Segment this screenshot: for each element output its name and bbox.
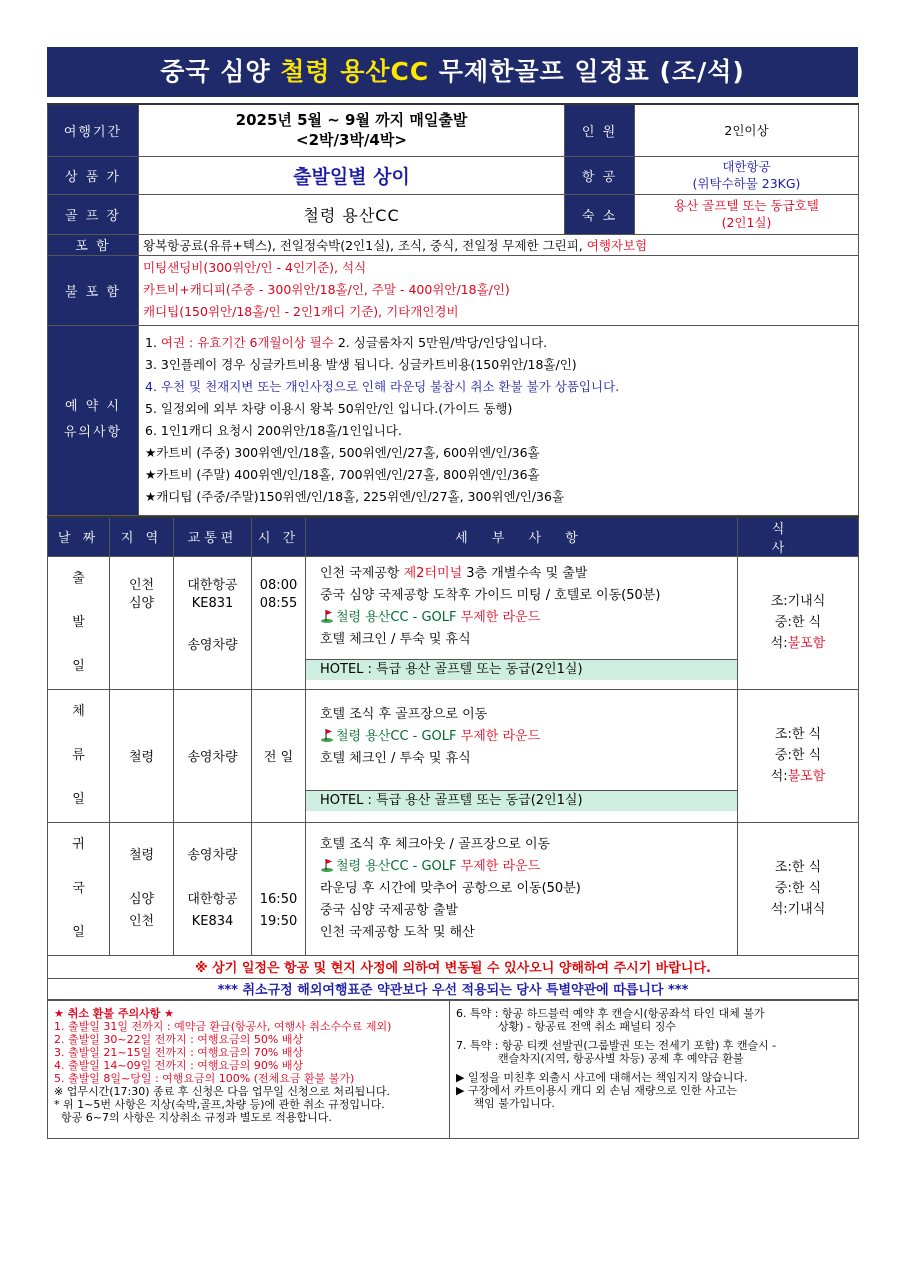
note-line: 4. 우천 및 천재지변 또는 개인사정으로 인해 라운딩 불참시 취소 환불 불가 상품입니다. (145, 379, 620, 394)
golf-text: 철령 용산CC - GOLF (336, 858, 461, 874)
golf-flag-icon (320, 609, 334, 623)
meal-text: 조:한 식 (774, 860, 822, 875)
day3-char: 국 (72, 880, 85, 896)
special-term: 7. 특약 : 항공 티켓 선발권(그룹발권 또는 전세기 포함) 후 캔슬시 - (456, 1038, 777, 1052)
unlimited-round-text: 무제한 라운드 (460, 728, 541, 744)
detail-line: 호텔 조식 후 골프장으로 이동 (320, 706, 488, 722)
include-text: 왕복항공료(유류+텍스), 전일정숙박(2인1실), 조식, 중식, 전일정 무제한 그린피, (143, 237, 587, 253)
meal-text: 중:한 식 (774, 748, 822, 763)
unlimited-round-text: 무제한 라운드 (460, 858, 541, 874)
meal-excluded: 불포함 (787, 636, 826, 651)
cancellation-table (47, 1000, 859, 1139)
info-table (47, 103, 859, 516)
hotel-bar: HOTEL : 특급 용산 골프텔 또는 동급(2인1실) (306, 659, 737, 680)
cancellation-heading: ★ 취소 환불 주의사항 ★ (54, 1006, 175, 1020)
day3-label (48, 822, 110, 955)
header-detail: 세 부 사 항 (306, 517, 738, 557)
day3-meals (738, 822, 859, 955)
special-term: ▶ 일정을 미친후 외출시 사고에 대해서는 책임지지 않습니다. (456, 1070, 748, 1084)
day3-region (110, 822, 174, 955)
special-term: 6. 특약 : 항공 하드블럭 예약 후 캔슬시(항공좌석 타인 대체 불가 (456, 1006, 765, 1020)
people-value: 2인이상 (635, 104, 859, 156)
day1-char: 발 (72, 614, 85, 630)
transport-text: 송영차량 (187, 637, 238, 653)
note1-passport: 여권 : 유효기간 6개월이상 필수 (160, 335, 334, 350)
unlimited-round-text: 무제한 라운드 (460, 609, 541, 625)
time-text: 08:00 (259, 577, 298, 593)
day1-char: 일 (72, 658, 85, 674)
page-title (47, 47, 858, 97)
meal-text: 중:한 식 (774, 615, 822, 630)
itinerary-page (47, 47, 858, 1139)
header-meal: 식 사 (738, 517, 859, 557)
include-value (139, 234, 859, 255)
transport-text: KE834 (191, 913, 234, 929)
cancellation-item: 4. 출발일 14~09일 전까지 : 여행요금의 90% 배상 (54, 1058, 304, 1072)
golf-line (320, 607, 737, 629)
price-label: 상 품 가 (48, 156, 139, 194)
day2-transport: 송영차량 (174, 689, 252, 822)
special-term: 책임 불가입니다. (456, 1096, 555, 1110)
cancellation-extra: * 위 1~5번 사항은 지상(숙박,골프,차량 등)에 관한 취소 규정입니다. (54, 1097, 385, 1111)
notes-label-line1: 예 약 시 (65, 399, 121, 414)
cancellation-item: 5. 출발일 8일~당일 : 여행요금의 100% (전체요금 환불 불가) (54, 1071, 355, 1085)
note-line: 6. 1인1캐디 요청시 200위안/18홀/1인입니다. (145, 423, 402, 438)
include-label: 포 함 (48, 234, 139, 255)
day2-meals (738, 689, 859, 822)
airline-line2: (위탁수하물 23KG) (692, 176, 801, 191)
travel-period-line2: <2박/3박/4박> (296, 131, 407, 150)
detail-line (320, 563, 737, 585)
transport-text: KE831 (191, 595, 234, 611)
cancellation-right (450, 1000, 859, 1138)
meal-text: 조:한 식 (774, 727, 822, 742)
day2-region: 철령 (110, 689, 174, 822)
day1-meals (738, 556, 859, 689)
day2-detail (306, 689, 738, 822)
cancellation-item: 1. 출발일 31일 전까지 : 예약금 환급(항공사, 여행사 취소수수료 제외) (54, 1019, 392, 1033)
day1-label (48, 556, 110, 689)
travel-period-line1: 2025년 5월 ~ 9월 까지 매일출발 (235, 111, 468, 130)
people-label: 인 원 (565, 104, 635, 156)
airline-line1: 대한항공 (722, 159, 771, 174)
hotel-value (635, 194, 859, 234)
hotel-line2: (2인1실) (721, 215, 772, 230)
detail-line: 라운딩 후 시간에 맞추어 공항으로 이동(50분) (320, 880, 581, 896)
time-text: 19:50 (259, 913, 298, 929)
title-post: 무제한골프 일정표 (조/석) (429, 57, 745, 86)
golf-line (320, 726, 737, 748)
meal-prefix: 석: (770, 769, 788, 784)
title-highlight: 철령 용산CC (280, 57, 430, 86)
schedule-notice: ※ 상기 일정은 항공 및 현지 사정에 의하여 변동될 수 있사오니 양해하여 주시기 바랍니다. (48, 955, 859, 978)
special-term: 상황) - 항공료 전액 취소 패널티 징수 (456, 1019, 676, 1033)
exclude-line: 카트비+캐디피(주중 - 300위안/18홀/인, 주말 - 400위안/18홀/인) (143, 282, 510, 297)
note-line: 3. 3인플레이 경우 싱글카트비용 발생 됩니다. 싱글카트비용(150위안/18홀/인) (145, 357, 577, 372)
day1-time (252, 556, 306, 689)
exclude-label: 불 포 함 (48, 255, 139, 325)
cancellation-policy-notice: *** 취소규정 해외여행표준 약관보다 우선 적용되는 당사 특별약관에 따릅니다 *** (48, 978, 859, 999)
hotel-line1: 용산 골프텔 또는 동급호텔 (674, 198, 819, 213)
cancellation-left (48, 1000, 450, 1138)
notes-label-line2: 유의사항 (63, 425, 123, 440)
meal-excluded: 불포함 (787, 769, 826, 784)
day1-region (110, 556, 174, 689)
transport-text: 대한항공 (187, 577, 238, 593)
meal-prefix: 석: (770, 636, 788, 651)
region-text: 심양 (128, 595, 155, 611)
hotel-bar: HOTEL : 특급 용산 골프텔 또는 동급(2인1실) (306, 790, 737, 811)
meal-text: 석:기내식 (770, 902, 826, 917)
hotel-label: 숙 소 (565, 194, 635, 234)
notes-label (48, 325, 139, 515)
travel-period-label: 여행기간 (48, 104, 139, 156)
region-text: 심양 (128, 891, 155, 907)
time-text: 08:55 (259, 595, 298, 611)
day2-label (48, 689, 110, 822)
day3-transport (174, 822, 252, 955)
golf-flag-icon (320, 858, 334, 872)
day2-row (48, 689, 859, 822)
detail-line: 중국 심양 국제공항 도착후 가이드 미팅 / 호텔로 이동(50분) (320, 587, 661, 603)
day3-char: 귀 (72, 836, 85, 852)
detail-line: 호텔 체크인 / 투숙 및 휴식 (320, 750, 471, 766)
header-region: 지 역 (110, 517, 174, 557)
meal-text: 중:한 식 (774, 881, 822, 896)
day1-row (48, 556, 859, 689)
cancellation-item: 3. 출발일 21~15일 전까지 : 여행요금의 70% 배상 (54, 1045, 304, 1059)
header-time: 시 간 (252, 517, 306, 557)
golf-text: 철령 용산CC - GOLF (336, 609, 461, 625)
day3-detail (306, 822, 738, 955)
meal-text (742, 633, 854, 654)
detail-text: 3층 개별수속 및 출발 (462, 565, 588, 581)
region-text: 철령 (128, 847, 155, 863)
exclude-line: 미팅샌딩비(300위안/인 - 4인기준), 석식 (143, 260, 367, 275)
exclude-line: 캐디팁(150위안/18홀/인 - 2인1캐디 기준), 기타개인경비 (143, 304, 459, 319)
schedule-table (47, 516, 859, 1000)
special-term: ▶ 구장에서 카트이용시 캐디 외 손님 재량으로 인한 사고는 (456, 1083, 737, 1097)
airline-value (635, 156, 859, 194)
golf-text: 철령 용산CC - GOLF (336, 728, 461, 744)
day2-char: 일 (72, 791, 85, 807)
note-line: 5. 일정외에 외부 차량 이용시 왕복 50위안/인 입니다.(가이드 동행) (145, 401, 513, 416)
detail-line: 인천 국제공항 도착 및 해산 (320, 924, 475, 940)
travel-period-value (139, 104, 565, 156)
detail-line: 호텔 체크인 / 투숙 및 휴식 (320, 631, 471, 647)
golf-label: 골 프 장 (48, 194, 139, 234)
price-value: 출발일별 상이 (139, 156, 565, 194)
terminal-text: 제2터미널 (403, 565, 463, 581)
header-date: 날 짜 (48, 517, 110, 557)
detail-line: 호텔 조식 후 체크아웃 / 골프장으로 이동 (320, 836, 551, 852)
cancellation-extra: ※ 업무시간(17:30) 종료 후 신청은 다음 업무일 신청으로 처리됩니다. (54, 1084, 390, 1098)
time-text: 16:50 (259, 891, 298, 907)
note1-prefix: 1. (145, 335, 161, 350)
transport-text: 송영차량 (187, 847, 238, 863)
exclude-value (139, 255, 859, 325)
region-text: 인천 (128, 577, 155, 593)
day2-char: 류 (72, 747, 85, 763)
note-line: ★카트비 (주중) 300위엔/인/18홀, 500위엔/인/27홀, 600위엔/인/36홀 (145, 445, 540, 460)
cancellation-item: 2. 출발일 30~22일 전까지 : 여행요금의 50% 배상 (54, 1032, 304, 1046)
golf-value: 철령 용산CC (139, 194, 565, 234)
include-insurance: 여행자보험 (586, 237, 648, 253)
title-pre: 중국 심양 (160, 57, 281, 86)
day2-time: 전 일 (252, 689, 306, 822)
day2-char: 체 (72, 703, 85, 719)
cancellation-extra: 항공 6~7의 사항은 지상취소 규정과 별도로 적용합니다. (54, 1110, 332, 1124)
note1-suffix: 2. 싱글룸차지 5만원/박당/인당입니다. (333, 335, 548, 350)
region-text: 인천 (128, 913, 155, 929)
meal-text (742, 766, 854, 787)
golf-flag-icon (320, 728, 334, 742)
day1-char: 출 (72, 570, 85, 586)
day3-time (252, 822, 306, 955)
day3-row (48, 822, 859, 955)
transport-text: 대한항공 (187, 891, 238, 907)
golf-line (320, 856, 733, 878)
note-line (145, 332, 854, 354)
day3-char: 일 (72, 924, 85, 940)
special-term: 캔슬차지(지역, 항공사별 차등) 공제 후 예약금 환불 (456, 1051, 744, 1065)
note-line: ★캐디팁 (주중/주말)150위엔/인/18홀, 225위엔/인/27홀, 300위엔/인/36홀 (145, 489, 565, 504)
airline-label: 항 공 (565, 156, 635, 194)
detail-text: 인천 국제공항 (320, 565, 404, 581)
meal-text: 조:기내식 (770, 594, 826, 609)
schedule-header (48, 517, 859, 557)
day1-transport (174, 556, 252, 689)
day1-detail (306, 556, 738, 689)
note-line: ★카트비 (주말) 400위엔/인/18홀, 700위엔/인/27홀, 800위엔/인/36홀 (145, 467, 540, 482)
header-transport: 교통편 (174, 517, 252, 557)
detail-line: 중국 심양 국제공항 출발 (320, 902, 458, 918)
notes-value (139, 325, 859, 515)
